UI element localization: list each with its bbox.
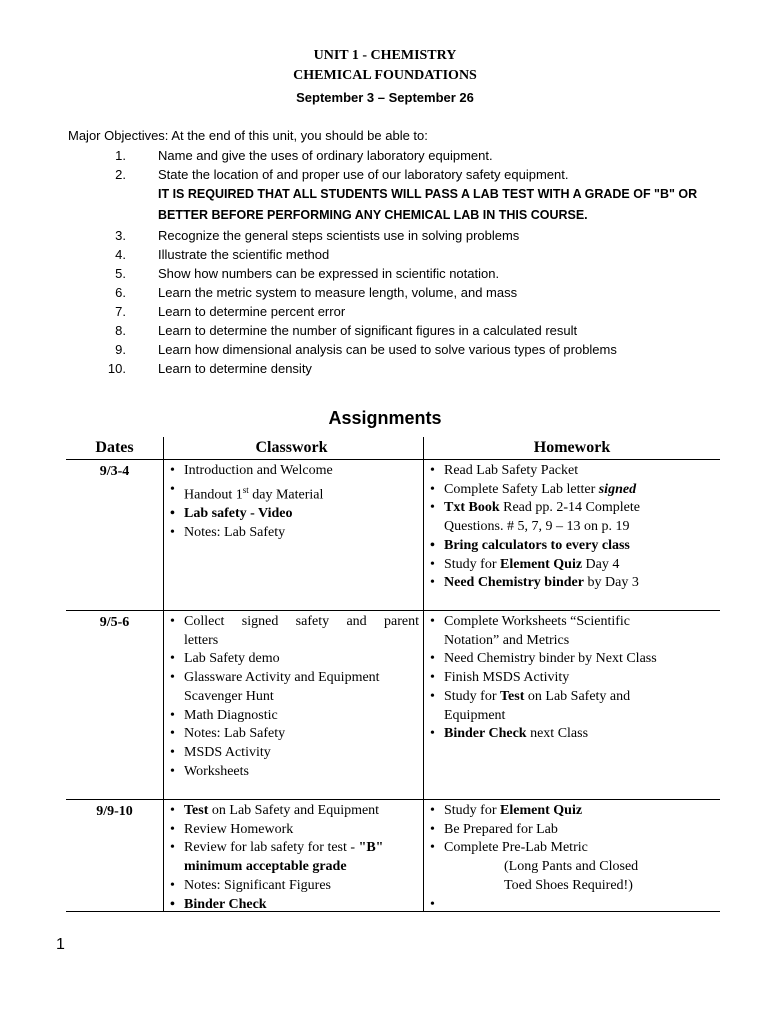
classwork-cell: [164, 611, 424, 799]
objective-item: [68, 226, 708, 245]
list-item: • Worksheets: [164, 763, 419, 782]
objective-text: Learn to determine percent error: [158, 304, 346, 319]
page-number: 1: [56, 936, 65, 953]
list-item: • Binder Check: [164, 896, 419, 915]
objective-item: [68, 359, 708, 378]
list-item: • Complete Worksheets “Scientific Notation” and Metrics: [424, 613, 720, 650]
list-item: • Math Diagnostic: [164, 707, 419, 726]
objective-text: State the location of and proper use of our laboratory safety equipment.: [158, 167, 569, 182]
document-header: [0, 46, 770, 108]
table-row: [66, 610, 720, 799]
table-header: [66, 437, 720, 459]
objective-text: Learn to determine density: [158, 361, 312, 376]
list-item-empty: [424, 896, 720, 915]
table-row: [66, 799, 720, 912]
list-item: • Notes: Lab Safety: [164, 725, 419, 744]
objectives-section: [68, 126, 708, 378]
objective-text: Show how numbers can be expressed in scientific notation.: [158, 266, 500, 281]
list-item: • Lab Safety demo: [164, 650, 419, 669]
objective-item: [68, 283, 708, 302]
lab-test-requirement: [158, 184, 708, 226]
list-item: • Study for Element Quiz Day 4: [424, 556, 720, 575]
list-item: • MSDS Activity: [164, 744, 419, 763]
assignments-title: Assignments: [328, 408, 442, 428]
list-item: • Lab safety - Video: [164, 505, 419, 524]
list-item: • Finish MSDS Activity: [424, 669, 720, 688]
requirement-line-2: BETTER BEFORE PERFORMING ANY CHEMICAL LAB IN THIS COURSE.: [158, 208, 588, 222]
unit-subtitle: CHEMICAL FOUNDATIONS: [293, 68, 477, 83]
list-item: • Notes: Lab Safety: [164, 524, 419, 543]
row-date: 9/5-6: [66, 611, 164, 799]
homework-cell: [424, 460, 720, 610]
table-row: [66, 459, 720, 610]
list-item: • Read Lab Safety Packet: [424, 462, 720, 481]
objective-text: Learn how dimensional analysis can be used to solve various types of problems: [158, 342, 617, 357]
list-item: • Need Chemistry binder by Day 3: [424, 574, 720, 593]
objective-number: 3.: [115, 228, 126, 243]
objective-item: [68, 146, 708, 165]
list-item: • Introduction and Welcome: [164, 462, 419, 481]
assignments-table: [66, 437, 720, 912]
list-item: • Bring calculators to every class: [424, 537, 720, 556]
objective-number: 5.: [115, 266, 126, 281]
objective-number: 6.: [115, 285, 126, 300]
header-dates: Dates: [66, 437, 164, 459]
classwork-cell: [164, 460, 424, 610]
objective-text: Illustrate the scientific method: [158, 247, 330, 262]
list-item: • Notes: Significant Figures: [164, 877, 419, 896]
list-item: • Collect signed safety and parent letters: [164, 613, 419, 650]
unit-dates: September 3 – September 26: [296, 90, 474, 105]
objective-number: 7.: [115, 304, 126, 319]
objective-text: Name and give the uses of ordinary laboratory equipment.: [158, 148, 493, 163]
objective-text: Recognize the general steps scientists use in solving problems: [158, 228, 520, 243]
classwork-cell: [164, 800, 424, 911]
objective-item: [68, 264, 708, 283]
row-date: 9/9-10: [66, 800, 164, 911]
objective-text: Learn to determine the number of significant figures in a calculated result: [158, 323, 578, 338]
list-item: • Complete Safety Lab letter signed: [424, 481, 720, 500]
objective-number: 1.: [115, 148, 126, 163]
list-item: • Need Chemistry binder by Next Class: [424, 650, 720, 669]
header-homework: Homework: [533, 439, 611, 456]
objective-item: [68, 245, 708, 264]
requirement-line-1: IT IS REQUIRED THAT ALL STUDENTS WILL PASS A LAB TEST WITH A GRADE OF "B" OR: [158, 187, 698, 201]
objective-item: [68, 302, 708, 321]
list-item: • Test on Lab Safety and Equipment: [164, 802, 419, 821]
list-item: • Binder Check next Class: [424, 725, 720, 744]
list-item: • Handout 1st day Material: [164, 481, 419, 505]
objective-number: 2.: [115, 167, 126, 182]
list-item: • Be Prepared for Lab: [424, 821, 720, 840]
objective-number: 10.: [107, 361, 126, 376]
objectives-list-continued: [68, 226, 708, 378]
list-item: • Txt Book Read pp. 2-14 Complete Questions. # 5, 7, 9 – 13 on p. 19: [424, 499, 720, 536]
list-item: • Review for lab safety for test - "B" minimum acceptable grade: [164, 839, 419, 876]
objectives-intro: Major Objectives: At the end of this unit, you should be able to:: [68, 128, 428, 143]
objective-item: [68, 340, 708, 359]
list-item: • Review Homework: [164, 821, 419, 840]
objective-text: Learn the metric system to measure length, volume, and mass: [158, 285, 518, 300]
objective-number: 9.: [115, 342, 126, 357]
objective-number: 4.: [115, 247, 126, 262]
objective-number: 8.: [115, 323, 126, 338]
list-item: • Study for Element Quiz: [424, 802, 720, 821]
objective-item: [68, 165, 708, 184]
homework-cell: [424, 611, 720, 799]
objective-item: [68, 321, 708, 340]
row-date: 9/3-4: [66, 460, 164, 610]
list-item: • Study for Test on Lab Safety and Equipment: [424, 688, 720, 725]
list-item: • Glassware Activity and Equipment Scavenger Hunt: [164, 669, 419, 706]
header-classwork: Classwork: [164, 437, 424, 459]
list-item: • Complete Pre-Lab Metric (Long Pants and Closed Toed Shoes Required!): [424, 839, 720, 895]
objectives-list: [68, 146, 708, 184]
unit-title: UNIT 1 - CHEMISTRY: [313, 48, 457, 63]
homework-cell: [424, 800, 720, 911]
